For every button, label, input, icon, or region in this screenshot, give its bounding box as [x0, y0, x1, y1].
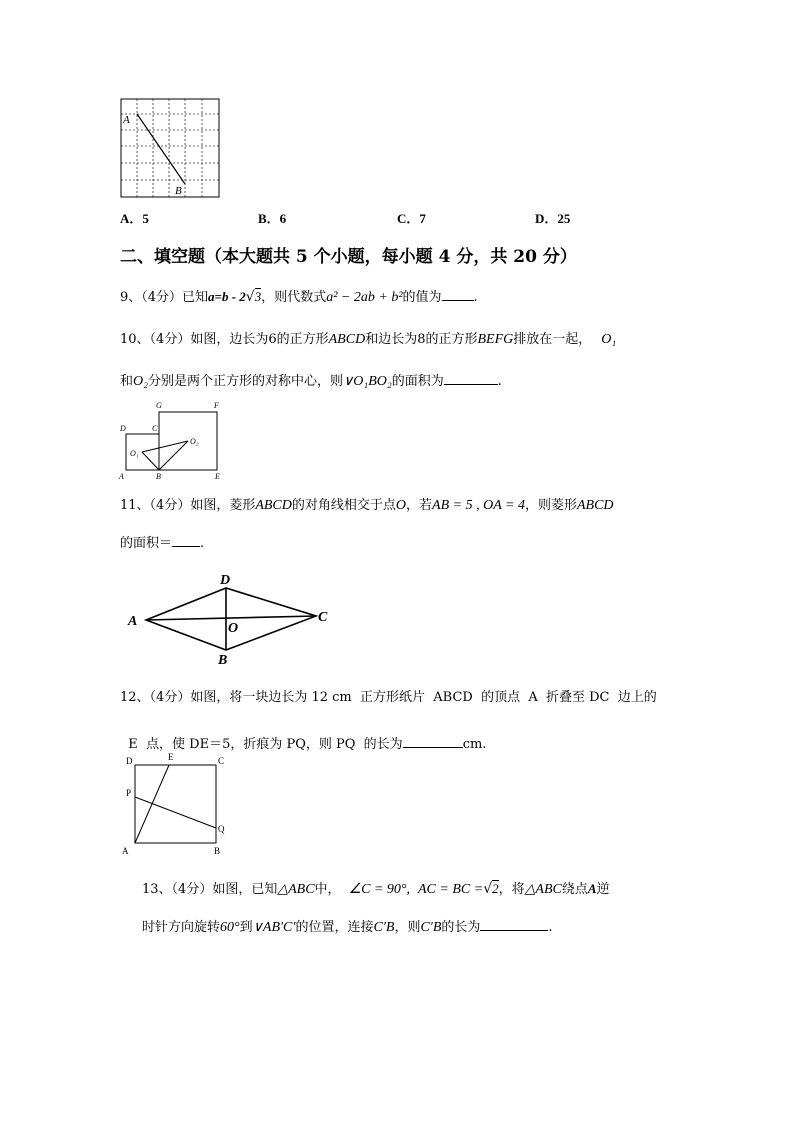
q10-label-c: C	[152, 424, 158, 433]
q9-prefix: 9、（4分）已知	[120, 290, 209, 305]
q11-label-b: B	[218, 653, 228, 668]
q10-n2: 8	[417, 332, 426, 347]
q12-label-b: B	[214, 846, 221, 856]
q13-mid3: 绕点	[561, 882, 588, 897]
q13-segment2: C′B	[420, 920, 442, 935]
q13-triangle3: ∨AB′C′	[252, 920, 296, 935]
q11-label-c: C	[318, 610, 328, 625]
q10-label-g: G	[156, 401, 162, 410]
q10-line2a: 和	[120, 374, 134, 389]
q10-line2b: 分别是两个正方形的对称中心，则	[148, 374, 344, 389]
q12-label-d: D	[126, 756, 133, 766]
q10-end: .	[497, 374, 502, 389]
question-11-line2	[120, 532, 204, 551]
q10-label-o1: O₁	[130, 449, 139, 458]
q9-answer-blank	[442, 288, 474, 301]
q8-label-a: A	[123, 114, 130, 126]
q11-rhombus2: ABCD	[576, 498, 614, 513]
q13-triangle2: △ABC	[524, 882, 562, 897]
q10-line2c: 的面积为	[391, 374, 444, 389]
q10-label-d: D	[120, 424, 126, 433]
q8-option-b: B．6	[258, 211, 287, 226]
question-10-line1	[120, 328, 616, 348]
q13-line2b: 到	[239, 920, 253, 935]
q12-label-a: A	[122, 846, 129, 856]
q13-sqrt: √2	[483, 881, 499, 897]
q10-t2: 和边长为	[365, 332, 418, 347]
q13-mid: 中，	[314, 882, 341, 897]
q10-figure	[116, 398, 230, 482]
q13-mid2: ，将	[498, 882, 525, 897]
q10-o1: O₁	[601, 332, 617, 347]
q10-n1: 6	[268, 332, 277, 347]
q11-label-o: O	[228, 621, 239, 636]
q10-t3: 的正方形	[425, 332, 478, 347]
q13-equation: AC = BC =	[418, 882, 484, 897]
q10-answer-blank	[444, 372, 498, 385]
question-9	[120, 286, 478, 306]
q13-answer-blank	[480, 918, 548, 931]
q11-end: .	[200, 536, 205, 551]
q11-line2: 的面积＝	[120, 536, 173, 551]
q11-prefix: 11、（4分）如图，菱形	[120, 498, 256, 513]
q11-point-o: O	[395, 498, 407, 513]
q12-line2a: E 点，使 DE＝5，折痕为 PQ，则 PQ 的长为	[128, 737, 403, 752]
q13-end: .	[548, 920, 553, 935]
q13-line2e: 的长为	[441, 920, 481, 935]
q12-label-p: P	[126, 788, 132, 798]
q8-label-b: B	[175, 185, 182, 197]
q10-label-a: A	[119, 472, 124, 481]
q13-prefix: 13、（4分）如图，已知	[142, 882, 278, 897]
q8-option-c: C．7	[397, 211, 426, 226]
q8-option-d: D．25	[535, 211, 571, 226]
q12-answer-blank	[403, 735, 463, 748]
q10-o2: O₂	[133, 374, 148, 389]
q13-degree: 60°	[220, 920, 240, 935]
q10-prefix: 10、（4分）如图，边长为	[120, 332, 269, 347]
q13-angle: ∠C = 90°,	[348, 882, 410, 897]
q13-line2a: 时针方向旋转	[142, 920, 221, 935]
q8-grid-figure	[118, 96, 222, 200]
q9-end: .	[473, 290, 478, 305]
q12-label-c: C	[218, 756, 225, 766]
q11-rhombus-figure	[120, 568, 340, 668]
q9-mid: ，则代数式	[261, 290, 327, 305]
question-12-line1: 12、（4分）如图，将一块边长为 12 cm 正方形纸片 ABCD 的顶点 A 折叠至 DC 边上的	[120, 690, 657, 705]
question-13-line1	[142, 878, 610, 898]
q13-end1: 逆	[596, 882, 610, 897]
q11-label-d: D	[220, 573, 231, 588]
q9-expression: a² − 2ab + b²	[326, 290, 403, 305]
q13-line2d: ，则	[394, 920, 421, 935]
q10-t4: 排放在一起，	[513, 332, 592, 347]
section-title: 二、填空题（本大题共 5 个小题，每小题 4 分，共 20 分）	[120, 247, 577, 267]
q11-condition: AB = 5 , OA = 4	[432, 498, 525, 513]
question-13-line2	[142, 916, 553, 936]
q12-label-e: E	[168, 752, 174, 762]
q11-mid: 的对角线相交于点	[291, 498, 396, 513]
q12-label-q: Q	[218, 824, 225, 834]
question-10-line2	[120, 370, 502, 390]
q13-line2c: 的位置，连接	[295, 920, 374, 935]
q9-condition: a=b - 2	[208, 289, 246, 304]
q10-label-b: B	[156, 472, 161, 481]
q9-sqrt: √3	[245, 289, 262, 305]
q13-triangle: △ABC	[277, 882, 315, 897]
q10-label-e: E	[215, 472, 220, 481]
q11-rhombus: ABCD	[255, 498, 292, 513]
q10-square1: ABCD	[328, 332, 366, 347]
question-12-line2	[120, 718, 486, 752]
q13-point-a: A	[587, 881, 597, 896]
q11-mid3: ，则菱形	[524, 498, 577, 513]
q10-triangle: ∨O₁BO₂	[343, 374, 392, 389]
q13-segment: C′B	[373, 920, 395, 935]
q9-suffix: 的值为	[402, 290, 442, 305]
q8-option-a: A．5	[120, 211, 149, 226]
q10-label-f: F	[214, 401, 219, 410]
q11-mid2: ，若	[406, 498, 433, 513]
q12-line2b: cm.	[462, 737, 487, 752]
q10-t1: 的正方形	[276, 332, 329, 347]
q11-label-a: A	[128, 614, 138, 629]
q12-figure	[116, 748, 236, 860]
q10-square2: BEFG	[477, 332, 514, 347]
q11-answer-blank	[172, 534, 200, 547]
q10-label-o2: O₂	[190, 437, 199, 446]
question-11-line1	[120, 494, 614, 514]
